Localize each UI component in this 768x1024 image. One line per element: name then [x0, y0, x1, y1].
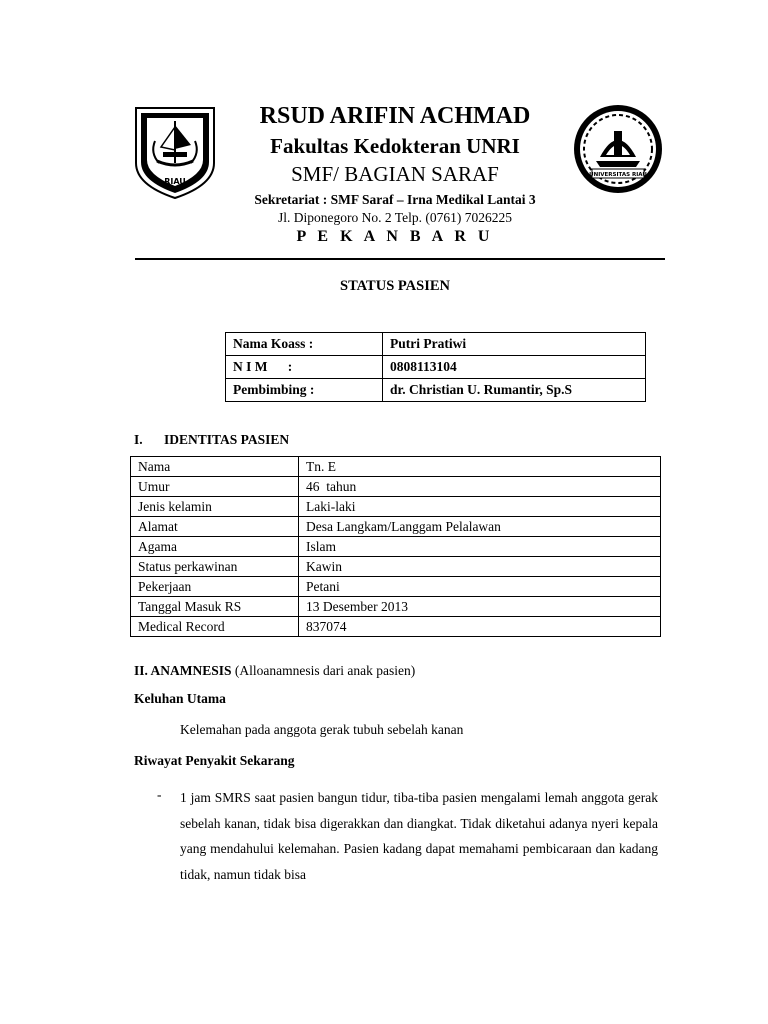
row-label: Jenis kelamin [131, 497, 299, 517]
table-row [131, 597, 661, 617]
section-note: (Alloanamnesis dari anak pasien) [231, 663, 416, 678]
koass-table [225, 332, 646, 402]
supervisor-value: dr. Christian U. Rumantir, Sp.S [383, 379, 646, 402]
city-name: P E K A N B A R U [296, 228, 494, 245]
secretariat-line: Sekretariat : SMF Saraf – Irna Medikal Lantai 3 [254, 192, 536, 207]
patient-identity-table [130, 456, 661, 637]
table-row [131, 617, 661, 637]
row-value: Islam [299, 537, 661, 557]
faculty-name: Fakultas Kedokteran UNRI [270, 134, 520, 158]
section-number: I. [134, 432, 143, 447]
table-row [226, 379, 646, 402]
riau-logo-text: RIAU [164, 177, 186, 186]
bullet-dash: - [157, 787, 162, 802]
header-divider [135, 258, 665, 260]
section-identitas-heading [134, 432, 289, 448]
row-value: Desa Langkam/Langgam Pelalawan [299, 517, 661, 537]
row-value: Tn. E [299, 457, 661, 477]
keluhan-utama-heading: Keluhan Utama [134, 691, 226, 706]
table-row [131, 457, 661, 477]
department-name: SMF/ BAGIAN SARAF [291, 162, 499, 186]
row-label: Umur [131, 477, 299, 497]
table-row [226, 333, 646, 356]
nim-value: 0808113104 [383, 356, 646, 379]
row-value: 837074 [299, 617, 661, 637]
address-line: Jl. Diponegoro No. 2 Telp. (0761) 7026225 [278, 210, 512, 225]
table-row [131, 557, 661, 577]
row-label: Status perkawinan [131, 557, 299, 577]
row-value: Petani [299, 577, 661, 597]
nim-label: N I M : [226, 356, 383, 379]
row-label: Alamat [131, 517, 299, 537]
rps-heading: Riwayat Penyakit Sekarang [134, 753, 295, 768]
table-row [131, 537, 661, 557]
rps-paragraph: 1 jam SMRS saat pasien bangun tidur, tiba-tiba pasien mengalami lemah anggota gerak sebelah kanan, tidak bisa digerakkan dan diangkat. Tidak diketahui adanya nyeri kepala yang mendahului kelemahan. Pasien kadang dapat memahami pembicaraan dan kadang tidak, namun tidak bisa [180, 790, 658, 882]
table-row [131, 577, 661, 597]
row-label: Pekerjaan [131, 577, 299, 597]
unri-logo-text: UNIVERSITAS RIAU [589, 172, 647, 178]
row-label: Tanggal Masuk RS [131, 597, 299, 617]
section-anamnesis-heading [134, 663, 415, 679]
row-value: 13 Desember 2013 [299, 597, 661, 617]
row-value: Laki-laki [299, 497, 661, 517]
row-value: 46 tahun [299, 477, 661, 497]
row-value: Kawin [299, 557, 661, 577]
row-label: Nama [131, 457, 299, 477]
table-row [131, 477, 661, 497]
table-row [131, 517, 661, 537]
table-row [226, 356, 646, 379]
section-title: II. ANAMNESIS [134, 663, 232, 678]
hospital-name: RSUD ARIFIN ACHMAD [259, 103, 531, 129]
table-row [131, 497, 661, 517]
document-title: STATUS PASIEN [340, 278, 450, 294]
row-label: Agama [131, 537, 299, 557]
koass-name-value: Putri Pratiwi [383, 333, 646, 356]
supervisor-label: Pembimbing : [226, 379, 383, 402]
keluhan-utama-text: Kelemahan pada anggota gerak tubuh sebelah kanan [180, 722, 464, 737]
koass-name-label: Nama Koass : [226, 333, 383, 356]
row-label: Medical Record [131, 617, 299, 637]
section-title: IDENTITAS PASIEN [164, 432, 290, 447]
